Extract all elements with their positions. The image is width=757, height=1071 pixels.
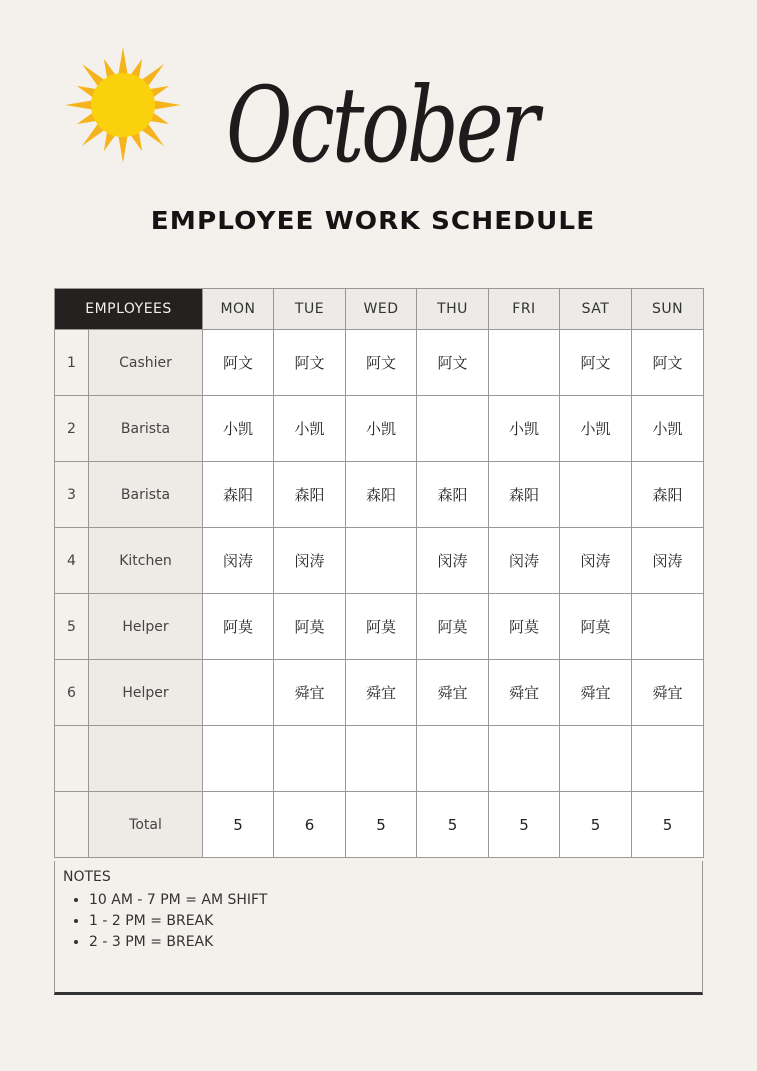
- shift-cell: [203, 660, 274, 726]
- shift-cell: 5: [346, 792, 417, 858]
- sun-ray: [153, 100, 181, 110]
- shift-cell: [560, 726, 632, 792]
- month-title: October: [226, 64, 537, 186]
- shift-cell: 阿莫: [346, 594, 417, 660]
- shift-cell: 森阳: [417, 462, 489, 528]
- notes-title: NOTES: [63, 869, 111, 885]
- shift-cell: [489, 726, 560, 792]
- header-row: [55, 289, 704, 330]
- row-number: [55, 726, 89, 792]
- shift-cell: 森阳: [489, 462, 560, 528]
- shift-cell: 闵涛: [417, 528, 489, 594]
- table-row: [55, 594, 704, 660]
- row-number: 1: [55, 330, 89, 396]
- shift-cell: 阿文: [203, 330, 274, 396]
- shift-cell: 闵涛: [274, 528, 346, 594]
- shift-cell: [632, 726, 704, 792]
- notes-section: [54, 861, 703, 995]
- column-header-wed: WED: [346, 289, 417, 330]
- shift-cell: 森阳: [346, 462, 417, 528]
- row-number: 4: [55, 528, 89, 594]
- shift-cell: [632, 594, 704, 660]
- employee-role: Cashier: [89, 330, 203, 396]
- employee-role: Barista: [89, 462, 203, 528]
- schedule-table: [54, 288, 704, 858]
- shift-cell: 舜宜: [417, 660, 489, 726]
- shift-cell: 小凯: [632, 396, 704, 462]
- table-row: [55, 528, 704, 594]
- sun-ray: [118, 135, 128, 163]
- shift-cell: 小凯: [560, 396, 632, 462]
- employee-role: [89, 726, 203, 792]
- table-row: [55, 396, 704, 462]
- table-row: [55, 330, 704, 396]
- shift-cell: [560, 462, 632, 528]
- shift-cell: 阿莫: [489, 594, 560, 660]
- notes-list: [55, 890, 267, 953]
- employee-role: Barista: [89, 396, 203, 462]
- shift-cell: 闵涛: [489, 528, 560, 594]
- column-header-fri: FRI: [489, 289, 560, 330]
- shift-cell: 5: [632, 792, 704, 858]
- column-header-sat: SAT: [560, 289, 632, 330]
- row-number: 6: [55, 660, 89, 726]
- employee-role: Total: [89, 792, 203, 858]
- shift-cell: 5: [417, 792, 489, 858]
- sun-icon: [62, 44, 184, 166]
- note-item: • 10 AM - 7 PM = AM SHIFT: [89, 890, 267, 911]
- employee-role: Helper: [89, 660, 203, 726]
- shift-cell: 5: [203, 792, 274, 858]
- table-row: [55, 726, 704, 792]
- shift-cell: [417, 726, 489, 792]
- shift-cell: 阿莫: [203, 594, 274, 660]
- shift-cell: 小凯: [489, 396, 560, 462]
- shift-cell: 小凯: [203, 396, 274, 462]
- shift-cell: 舜宜: [632, 660, 704, 726]
- shift-cell: 森阳: [274, 462, 346, 528]
- shift-cell: 森阳: [632, 462, 704, 528]
- shift-cell: 小凯: [346, 396, 417, 462]
- shift-cell: 6: [274, 792, 346, 858]
- shift-cell: 舜宜: [346, 660, 417, 726]
- table-row: [55, 660, 704, 726]
- shift-cell: 阿文: [417, 330, 489, 396]
- row-number: [55, 792, 89, 858]
- shift-cell: 小凯: [274, 396, 346, 462]
- employee-role: Kitchen: [89, 528, 203, 594]
- column-header-tue: TUE: [274, 289, 346, 330]
- row-number: 3: [55, 462, 89, 528]
- shift-cell: 阿莫: [417, 594, 489, 660]
- note-item: • 1 - 2 PM = BREAK: [89, 911, 267, 932]
- sun-ray: [118, 47, 128, 75]
- shift-cell: [274, 726, 346, 792]
- shift-cell: 森阳: [203, 462, 274, 528]
- note-item: • 2 - 3 PM = BREAK: [89, 932, 267, 953]
- shift-cell: 阿文: [560, 330, 632, 396]
- shift-cell: 舜宜: [489, 660, 560, 726]
- shift-cell: 阿文: [346, 330, 417, 396]
- shift-cell: [489, 330, 560, 396]
- shift-cell: 舜宜: [560, 660, 632, 726]
- column-header-mon: MON: [203, 289, 274, 330]
- employee-role: Helper: [89, 594, 203, 660]
- column-header-thu: THU: [417, 289, 489, 330]
- column-header-sun: SUN: [632, 289, 704, 330]
- row-number: 5: [55, 594, 89, 660]
- shift-cell: 5: [489, 792, 560, 858]
- schedule-subtitle: EMPLOYEE WORK SCHEDULE: [150, 206, 596, 235]
- sun-ray: [65, 100, 93, 110]
- shift-cell: [203, 726, 274, 792]
- shift-cell: [346, 726, 417, 792]
- shift-cell: 舜宜: [274, 660, 346, 726]
- shift-cell: 闵涛: [560, 528, 632, 594]
- shift-cell: 阿莫: [560, 594, 632, 660]
- shift-cell: 阿文: [632, 330, 704, 396]
- shift-cell: [417, 396, 489, 462]
- shift-cell: 闵涛: [632, 528, 704, 594]
- table-row: [55, 462, 704, 528]
- shift-cell: 闵涛: [203, 528, 274, 594]
- shift-cell: 阿文: [274, 330, 346, 396]
- shift-cell: 阿莫: [274, 594, 346, 660]
- table-row: [55, 792, 704, 858]
- shift-cell: [346, 528, 417, 594]
- shift-cell: 5: [560, 792, 632, 858]
- row-number: 2: [55, 396, 89, 462]
- column-header-employees: EMPLOYEES: [55, 289, 203, 330]
